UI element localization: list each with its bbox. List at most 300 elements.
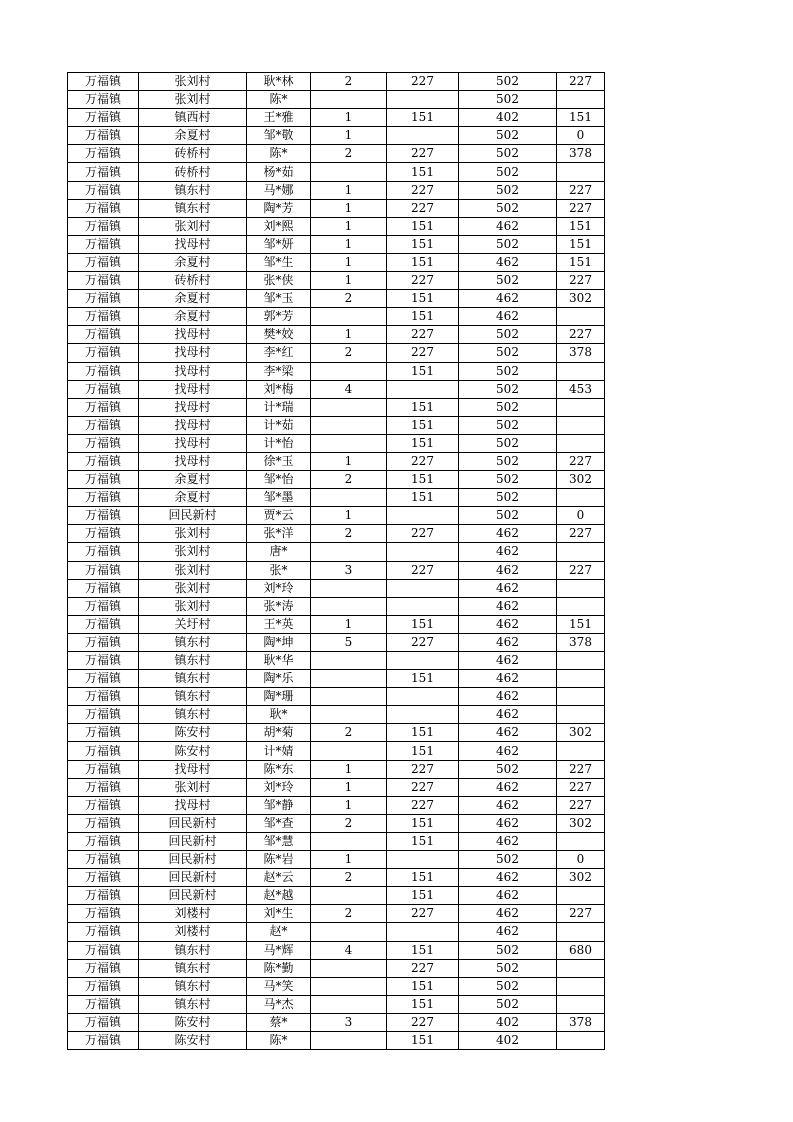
- name-cell: 赵*: [247, 923, 311, 941]
- town-cell: 万福镇: [68, 109, 139, 127]
- table-row: [68, 977, 605, 995]
- count-cell: 1: [311, 326, 387, 344]
- total-cell: 302: [557, 814, 605, 832]
- name-cell: 张*: [247, 561, 311, 579]
- total-cell: [557, 923, 605, 941]
- name-cell: 马*辉: [247, 941, 311, 959]
- town-cell: 万福镇: [68, 73, 139, 91]
- table-row: [68, 434, 605, 452]
- name-cell: 胡*菊: [247, 724, 311, 742]
- town-cell: 万福镇: [68, 941, 139, 959]
- name-cell: 邹*妍: [247, 235, 311, 253]
- table-row: [68, 163, 605, 181]
- name-cell: 张*涛: [247, 597, 311, 615]
- town-cell: 万福镇: [68, 326, 139, 344]
- amount-a-cell: 151: [387, 670, 459, 688]
- village-cell: 张刘村: [139, 778, 247, 796]
- village-cell: 找母村: [139, 344, 247, 362]
- village-cell: 张刘村: [139, 73, 247, 91]
- village-cell: 镇东村: [139, 706, 247, 724]
- data-table: [67, 72, 605, 1050]
- count-cell: 1: [311, 109, 387, 127]
- amount-b-cell: 402: [459, 1031, 557, 1049]
- amount-a-cell: 151: [387, 869, 459, 887]
- amount-b-cell: 462: [459, 778, 557, 796]
- total-cell: 0: [557, 127, 605, 145]
- village-cell: 余夏村: [139, 471, 247, 489]
- amount-a-cell: [387, 380, 459, 398]
- count-cell: 1: [311, 127, 387, 145]
- town-cell: 万福镇: [68, 145, 139, 163]
- count-cell: [311, 579, 387, 597]
- count-cell: [311, 362, 387, 380]
- town-cell: 万福镇: [68, 91, 139, 109]
- total-cell: 151: [557, 615, 605, 633]
- total-cell: [557, 416, 605, 434]
- town-cell: 万福镇: [68, 869, 139, 887]
- amount-b-cell: 502: [459, 416, 557, 434]
- amount-b-cell: 502: [459, 344, 557, 362]
- amount-b-cell: 462: [459, 217, 557, 235]
- total-cell: 227: [557, 181, 605, 199]
- table-row: [68, 181, 605, 199]
- count-cell: 1: [311, 199, 387, 217]
- table-row: [68, 959, 605, 977]
- amount-b-cell: 462: [459, 290, 557, 308]
- amount-b-cell: 462: [459, 253, 557, 271]
- town-cell: 万福镇: [68, 127, 139, 145]
- name-cell: 陈*: [247, 145, 311, 163]
- amount-b-cell: 462: [459, 887, 557, 905]
- town-cell: 万福镇: [68, 507, 139, 525]
- amount-a-cell: 151: [387, 724, 459, 742]
- village-cell: 刘楼村: [139, 923, 247, 941]
- town-cell: 万福镇: [68, 615, 139, 633]
- name-cell: 陶*坤: [247, 633, 311, 651]
- total-cell: 453: [557, 380, 605, 398]
- name-cell: 陶*芳: [247, 199, 311, 217]
- count-cell: 2: [311, 73, 387, 91]
- amount-a-cell: 227: [387, 561, 459, 579]
- amount-a-cell: 227: [387, 959, 459, 977]
- amount-a-cell: 227: [387, 905, 459, 923]
- town-cell: 万福镇: [68, 452, 139, 470]
- table-row: [68, 832, 605, 850]
- total-cell: 378: [557, 633, 605, 651]
- amount-a-cell: 227: [387, 633, 459, 651]
- name-cell: 李*梁: [247, 362, 311, 380]
- town-cell: 万福镇: [68, 633, 139, 651]
- amount-a-cell: 227: [387, 1013, 459, 1031]
- count-cell: 2: [311, 471, 387, 489]
- name-cell: 赵*越: [247, 887, 311, 905]
- table-row: [68, 760, 605, 778]
- total-cell: 227: [557, 525, 605, 543]
- amount-b-cell: 502: [459, 489, 557, 507]
- village-cell: 张刘村: [139, 543, 247, 561]
- amount-b-cell: 462: [459, 869, 557, 887]
- amount-b-cell: 402: [459, 1013, 557, 1031]
- name-cell: 赵*云: [247, 869, 311, 887]
- village-cell: 镇东村: [139, 652, 247, 670]
- village-cell: 余夏村: [139, 127, 247, 145]
- town-cell: 万福镇: [68, 977, 139, 995]
- name-cell: 刘*玲: [247, 778, 311, 796]
- amount-a-cell: [387, 543, 459, 561]
- amount-a-cell: 151: [387, 416, 459, 434]
- table-row: [68, 471, 605, 489]
- total-cell: [557, 362, 605, 380]
- amount-b-cell: 462: [459, 905, 557, 923]
- table-row: [68, 887, 605, 905]
- table-row: [68, 1013, 605, 1031]
- town-cell: 万福镇: [68, 887, 139, 905]
- amount-b-cell: 502: [459, 163, 557, 181]
- amount-b-cell: 462: [459, 706, 557, 724]
- amount-a-cell: 151: [387, 1031, 459, 1049]
- amount-a-cell: [387, 923, 459, 941]
- name-cell: 刘*玲: [247, 579, 311, 597]
- total-cell: 680: [557, 941, 605, 959]
- table-row: [68, 344, 605, 362]
- count-cell: [311, 489, 387, 507]
- table-row: [68, 742, 605, 760]
- amount-a-cell: 151: [387, 832, 459, 850]
- village-cell: 张刘村: [139, 579, 247, 597]
- total-cell: [557, 308, 605, 326]
- village-cell: 回民新村: [139, 887, 247, 905]
- amount-a-cell: 227: [387, 760, 459, 778]
- amount-a-cell: [387, 579, 459, 597]
- count-cell: [311, 434, 387, 452]
- total-cell: 227: [557, 199, 605, 217]
- name-cell: 杨*茹: [247, 163, 311, 181]
- amount-b-cell: 502: [459, 199, 557, 217]
- amount-b-cell: 502: [459, 434, 557, 452]
- town-cell: 万福镇: [68, 235, 139, 253]
- count-cell: 5: [311, 633, 387, 651]
- village-cell: 找母村: [139, 760, 247, 778]
- table-row: [68, 688, 605, 706]
- amount-b-cell: 462: [459, 561, 557, 579]
- table-row: [68, 724, 605, 742]
- name-cell: 马*杰: [247, 995, 311, 1013]
- amount-b-cell: 462: [459, 724, 557, 742]
- amount-a-cell: 151: [387, 235, 459, 253]
- town-cell: 万福镇: [68, 923, 139, 941]
- count-cell: 2: [311, 344, 387, 362]
- amount-a-cell: [387, 688, 459, 706]
- table-row: [68, 489, 605, 507]
- village-cell: 回民新村: [139, 507, 247, 525]
- total-cell: 227: [557, 796, 605, 814]
- village-cell: 找母村: [139, 380, 247, 398]
- name-cell: 邹*墨: [247, 489, 311, 507]
- table-row: [68, 615, 605, 633]
- name-cell: 陶*乐: [247, 670, 311, 688]
- count-cell: 2: [311, 525, 387, 543]
- table-row: [68, 796, 605, 814]
- total-cell: 0: [557, 851, 605, 869]
- name-cell: 郭*芳: [247, 308, 311, 326]
- town-cell: 万福镇: [68, 561, 139, 579]
- town-cell: 万福镇: [68, 416, 139, 434]
- name-cell: 计*婧: [247, 742, 311, 760]
- village-cell: 找母村: [139, 434, 247, 452]
- amount-a-cell: 227: [387, 452, 459, 470]
- village-cell: 关圩村: [139, 615, 247, 633]
- total-cell: [557, 597, 605, 615]
- total-cell: [557, 959, 605, 977]
- amount-a-cell: 227: [387, 796, 459, 814]
- town-cell: 万福镇: [68, 253, 139, 271]
- table-row: [68, 905, 605, 923]
- count-cell: [311, 597, 387, 615]
- total-cell: [557, 652, 605, 670]
- amount-b-cell: 462: [459, 633, 557, 651]
- count-cell: 1: [311, 272, 387, 290]
- count-cell: [311, 688, 387, 706]
- count-cell: [311, 923, 387, 941]
- amount-a-cell: [387, 91, 459, 109]
- total-cell: [557, 1031, 605, 1049]
- name-cell: 王*英: [247, 615, 311, 633]
- name-cell: 陈*勤: [247, 959, 311, 977]
- total-cell: [557, 489, 605, 507]
- total-cell: 378: [557, 344, 605, 362]
- village-cell: 张刘村: [139, 217, 247, 235]
- table-row: [68, 561, 605, 579]
- total-cell: 302: [557, 290, 605, 308]
- town-cell: 万福镇: [68, 217, 139, 235]
- village-cell: 镇东村: [139, 670, 247, 688]
- name-cell: 邹*慧: [247, 832, 311, 850]
- town-cell: 万福镇: [68, 796, 139, 814]
- total-cell: [557, 670, 605, 688]
- count-cell: [311, 706, 387, 724]
- table-row: [68, 995, 605, 1013]
- name-cell: 陶*珊: [247, 688, 311, 706]
- village-cell: 镇东村: [139, 199, 247, 217]
- table-row: [68, 326, 605, 344]
- amount-b-cell: 462: [459, 615, 557, 633]
- total-cell: 227: [557, 778, 605, 796]
- count-cell: [311, 543, 387, 561]
- count-cell: 1: [311, 217, 387, 235]
- town-cell: 万福镇: [68, 579, 139, 597]
- village-cell: 镇东村: [139, 181, 247, 199]
- count-cell: 2: [311, 290, 387, 308]
- table-row: [68, 272, 605, 290]
- amount-a-cell: 227: [387, 272, 459, 290]
- total-cell: 151: [557, 253, 605, 271]
- name-cell: 邹*敬: [247, 127, 311, 145]
- village-cell: 镇东村: [139, 995, 247, 1013]
- name-cell: 耿*林: [247, 73, 311, 91]
- total-cell: [557, 163, 605, 181]
- count-cell: 2: [311, 814, 387, 832]
- village-cell: 找母村: [139, 398, 247, 416]
- total-cell: [557, 434, 605, 452]
- table-row: [68, 597, 605, 615]
- table-row: [68, 109, 605, 127]
- town-cell: 万福镇: [68, 434, 139, 452]
- name-cell: 邹*怡: [247, 471, 311, 489]
- name-cell: 张*侠: [247, 272, 311, 290]
- village-cell: 镇东村: [139, 959, 247, 977]
- village-cell: 砖桥村: [139, 163, 247, 181]
- town-cell: 万福镇: [68, 380, 139, 398]
- village-cell: 砖桥村: [139, 145, 247, 163]
- count-cell: 2: [311, 869, 387, 887]
- amount-a-cell: 227: [387, 778, 459, 796]
- amount-b-cell: 502: [459, 398, 557, 416]
- name-cell: 樊*姣: [247, 326, 311, 344]
- name-cell: 刘*梅: [247, 380, 311, 398]
- table-row: [68, 308, 605, 326]
- table-row: [68, 398, 605, 416]
- table-row: [68, 543, 605, 561]
- count-cell: 2: [311, 905, 387, 923]
- amount-a-cell: [387, 652, 459, 670]
- name-cell: 计*怡: [247, 434, 311, 452]
- table-row: [68, 73, 605, 91]
- total-cell: 227: [557, 452, 605, 470]
- amount-b-cell: 502: [459, 959, 557, 977]
- total-cell: 227: [557, 905, 605, 923]
- table-row: [68, 452, 605, 470]
- total-cell: [557, 91, 605, 109]
- amount-b-cell: 502: [459, 326, 557, 344]
- village-cell: 张刘村: [139, 561, 247, 579]
- amount-a-cell: 151: [387, 290, 459, 308]
- total-cell: [557, 832, 605, 850]
- total-cell: [557, 398, 605, 416]
- amount-b-cell: 462: [459, 742, 557, 760]
- name-cell: 陈*: [247, 1031, 311, 1049]
- total-cell: [557, 742, 605, 760]
- count-cell: 1: [311, 452, 387, 470]
- village-cell: 张刘村: [139, 525, 247, 543]
- name-cell: 计*茹: [247, 416, 311, 434]
- amount-a-cell: 151: [387, 217, 459, 235]
- name-cell: 徐*玉: [247, 452, 311, 470]
- village-cell: 回民新村: [139, 814, 247, 832]
- table-row: [68, 199, 605, 217]
- amount-a-cell: 227: [387, 199, 459, 217]
- count-cell: [311, 959, 387, 977]
- count-cell: [311, 1031, 387, 1049]
- town-cell: 万福镇: [68, 959, 139, 977]
- town-cell: 万福镇: [68, 670, 139, 688]
- total-cell: [557, 977, 605, 995]
- total-cell: 151: [557, 217, 605, 235]
- amount-b-cell: 502: [459, 507, 557, 525]
- amount-b-cell: 502: [459, 941, 557, 959]
- total-cell: 227: [557, 73, 605, 91]
- total-cell: 227: [557, 561, 605, 579]
- table-row: [68, 235, 605, 253]
- amount-b-cell: 502: [459, 362, 557, 380]
- count-cell: [311, 91, 387, 109]
- village-cell: 镇东村: [139, 633, 247, 651]
- table-row: [68, 1031, 605, 1049]
- amount-a-cell: 151: [387, 163, 459, 181]
- count-cell: 2: [311, 145, 387, 163]
- village-cell: 余夏村: [139, 290, 247, 308]
- village-cell: 刘楼村: [139, 905, 247, 923]
- table-row: [68, 362, 605, 380]
- name-cell: 邹*查: [247, 814, 311, 832]
- table-row: [68, 507, 605, 525]
- total-cell: [557, 995, 605, 1013]
- amount-b-cell: 502: [459, 995, 557, 1013]
- count-cell: [311, 977, 387, 995]
- amount-b-cell: 502: [459, 91, 557, 109]
- town-cell: 万福镇: [68, 652, 139, 670]
- amount-a-cell: 151: [387, 995, 459, 1013]
- count-cell: 1: [311, 253, 387, 271]
- amount-b-cell: 502: [459, 977, 557, 995]
- village-cell: 砖桥村: [139, 272, 247, 290]
- town-cell: 万福镇: [68, 778, 139, 796]
- amount-a-cell: 151: [387, 814, 459, 832]
- amount-a-cell: 151: [387, 615, 459, 633]
- amount-a-cell: 151: [387, 308, 459, 326]
- amount-b-cell: 502: [459, 272, 557, 290]
- amount-a-cell: 151: [387, 977, 459, 995]
- name-cell: 刘*熙: [247, 217, 311, 235]
- name-cell: 蔡*: [247, 1013, 311, 1031]
- count-cell: [311, 416, 387, 434]
- village-cell: 张刘村: [139, 597, 247, 615]
- table-row: [68, 923, 605, 941]
- amount-a-cell: 227: [387, 326, 459, 344]
- amount-a-cell: 227: [387, 73, 459, 91]
- amount-b-cell: 502: [459, 145, 557, 163]
- amount-a-cell: 151: [387, 489, 459, 507]
- amount-b-cell: 502: [459, 851, 557, 869]
- village-cell: 陈安村: [139, 1013, 247, 1031]
- name-cell: 陈*东: [247, 760, 311, 778]
- total-cell: 0: [557, 507, 605, 525]
- town-cell: 万福镇: [68, 1013, 139, 1031]
- town-cell: 万福镇: [68, 362, 139, 380]
- town-cell: 万福镇: [68, 760, 139, 778]
- village-cell: 找母村: [139, 362, 247, 380]
- town-cell: 万福镇: [68, 543, 139, 561]
- town-cell: 万福镇: [68, 163, 139, 181]
- amount-a-cell: 151: [387, 742, 459, 760]
- count-cell: [311, 163, 387, 181]
- amount-b-cell: 462: [459, 597, 557, 615]
- count-cell: [311, 652, 387, 670]
- amount-b-cell: 462: [459, 670, 557, 688]
- amount-b-cell: 462: [459, 543, 557, 561]
- town-cell: 万福镇: [68, 199, 139, 217]
- count-cell: 3: [311, 561, 387, 579]
- table-row: [68, 380, 605, 398]
- amount-b-cell: 462: [459, 814, 557, 832]
- village-cell: 找母村: [139, 326, 247, 344]
- amount-a-cell: [387, 127, 459, 145]
- amount-a-cell: [387, 507, 459, 525]
- village-cell: 余夏村: [139, 308, 247, 326]
- count-cell: [311, 742, 387, 760]
- table-row: [68, 91, 605, 109]
- amount-a-cell: 151: [387, 109, 459, 127]
- table-row: [68, 579, 605, 597]
